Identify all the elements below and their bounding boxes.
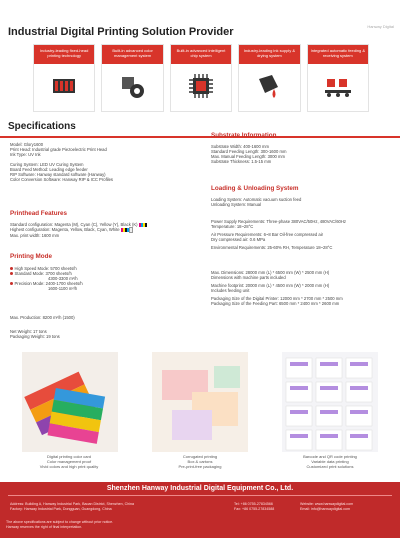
spec-line: Max. Dimensions: 28000 mm (L) * 6500 mm (W) * 2500 mm (H) — [211, 270, 330, 275]
barcode-labels-photo — [282, 352, 378, 452]
caption-line: Box & cartons — [187, 459, 213, 464]
extra-specs — [10, 315, 200, 339]
left-specs — [10, 142, 200, 182]
caption-line: Barcode and QR code printing — [303, 454, 357, 459]
caption-line: Customized print solutions — [306, 464, 354, 469]
printing-mode-line: 1600-1100 m²/h — [48, 286, 78, 291]
specifications-heading: Specifications — [8, 121, 76, 132]
printhead-line: Standard configuration: Magenta (M), Cyan (C), Yellow (Y), Black (K) — [10, 222, 138, 227]
feature-card-label: Integrated automatic feeding & receiving system — [308, 45, 368, 64]
spec-line: RIP Software: Hanway standard software (Hanway) — [10, 172, 106, 177]
photo-caption — [275, 454, 385, 469]
printhead-line: Highest configuration: Magenta, Yellow, Black, Cyan, White — [10, 227, 120, 233]
feature-card-label: Industry-leading ink supply & drying system — [239, 45, 299, 64]
spec-line: Curing System: LED UV Curing System — [10, 162, 84, 167]
gear-icon — [118, 71, 148, 101]
spec-line: Standard Feeding Length: 300-1600 mm — [211, 149, 287, 154]
address-line: Factory: Hanway Industrial Park, Dongguan, Guangdong, China — [10, 506, 112, 511]
email-link[interactable]: Email: info@hanwaydigital.com — [300, 506, 350, 511]
feature-cards — [33, 44, 369, 112]
footer-contact-web — [300, 502, 353, 511]
white-swatch — [129, 227, 133, 233]
spec-line: Substrate Thickness: 1.5-15 mm — [211, 159, 272, 164]
spec-line: Model: Glory1600 — [10, 142, 44, 147]
caption-line: Digital printing color card — [46, 454, 92, 459]
section-divider — [0, 136, 400, 138]
caption-line: Vivid colors and high print quality — [39, 464, 99, 469]
printer-head-icon — [49, 71, 79, 101]
feature-card-label: Built-in advanced color management system — [102, 45, 162, 64]
feature-card — [307, 44, 369, 112]
feature-card — [238, 44, 300, 112]
spec-line: Max. Production: 8200 m²/h (1500) — [10, 315, 75, 320]
spec-line: Dry compressed air: 0.6 MPa — [211, 237, 266, 242]
substrate-heading: Substrate Information — [211, 132, 277, 139]
spec-line: Machine footprint: 20000 mm (L) * 4500 mm (W) * 2000 mm (H) — [211, 283, 330, 288]
spec-line: Power Supply Requirements: Three-phase 380VAC/50Hz, 480VAC/60Hz — [211, 219, 347, 224]
loading-info — [211, 197, 396, 207]
bullet-icon — [10, 272, 13, 275]
spec-line: Packaging Size of the Feeding Part: 6500 mm * 2400 mm * 2600 mm — [211, 301, 340, 306]
caption-line: Corrugated printing — [182, 454, 218, 459]
phone-line: Tel: +86 0755-27834566 — [234, 502, 273, 506]
photo-caption — [14, 454, 124, 469]
feature-card-label: Industry-leading fixed-head printing technology — [34, 45, 94, 64]
conveyor-icon — [323, 71, 353, 101]
spec-line: Board Feed Method: Leading edge feeder — [10, 167, 88, 172]
bullet-icon — [10, 282, 13, 285]
address-line: Address: Building A, Hanway Industrial Park, Baoan District, Shenzhen, China — [10, 502, 135, 506]
bullet-icon — [10, 267, 13, 270]
ink-can-icon — [254, 71, 284, 101]
spec-line: Print Head: Industrial grade Piezoelectric Print Head — [10, 147, 107, 152]
printhead-heading: Printhead Features — [10, 210, 68, 217]
spec-line: Max. Manual Feeding Length: 3000 mm — [211, 154, 286, 159]
printing-modes — [10, 266, 200, 291]
loading-heading: Loading & Unloading System — [211, 185, 299, 192]
right-specs — [211, 219, 396, 306]
feature-card — [101, 44, 163, 112]
footer-address — [10, 502, 134, 511]
spec-line: Includes feeding unit — [211, 288, 250, 293]
spec-line: Unloading System: Manual — [211, 202, 262, 207]
feature-card — [33, 44, 95, 112]
printhead-line: Max. print width: 1600 mm — [10, 233, 60, 238]
feature-card — [170, 44, 232, 112]
footer-divider — [8, 495, 392, 496]
product-photos — [22, 352, 378, 452]
footer-notes — [6, 520, 113, 529]
chip-icon — [186, 71, 216, 101]
spec-line: Packaging Size of the Digital Printer: 12000 mm * 2700 mm * 2500 mm — [211, 296, 343, 301]
website-link[interactable]: Website: www.hanwaydigital.com — [300, 502, 354, 506]
spec-line: Ink Type: UV Ink — [10, 152, 41, 157]
company-name: Shenzhen Hanway Industrial Digital Equipment Co., Ltd. — [106, 485, 294, 492]
spec-line: Packaging Weight: 19 tons — [10, 334, 60, 339]
caption-line: Color management proof — [46, 459, 92, 464]
black-swatch — [145, 223, 147, 227]
substrate-info — [211, 144, 396, 164]
printing-mode-line: Precision Mode: 2400-1700 sheets/h — [14, 281, 83, 286]
printhead-features — [10, 222, 205, 238]
color-card-photo — [22, 352, 118, 452]
printing-mode-heading: Printing Mode — [10, 253, 52, 260]
printing-mode-line: 4300-3300 m²/h — [48, 276, 78, 281]
corrugated-box-photo — [152, 352, 248, 452]
note-line: Hanway reserves the right of final interpretation. — [6, 524, 83, 529]
spec-line: Loading System: Automatic vacuum suction feed — [211, 197, 302, 202]
spec-line: Net Weight: 17 tons — [10, 329, 47, 334]
page-title: Industrial Digital Printing Solution Provider — [8, 26, 234, 38]
spec-line: Dimensions with machine parts included — [211, 275, 286, 280]
photo-caption — [145, 454, 255, 469]
caption-line: Variable data printing — [311, 459, 349, 464]
feature-card-label: Built-in advanced intelligent chip system — [171, 45, 231, 64]
header-tagline: Hanway Digital — [367, 24, 394, 29]
note-line: The above specifications are subject to change without prior notice. — [6, 520, 114, 524]
printing-mode-line: Standard Mode: 3700 sheets/h — [14, 271, 72, 276]
fax-line: Fax: +86 0755-27834588 — [234, 506, 275, 511]
caption-line: Pre-print-free packaging — [178, 464, 222, 469]
spec-line: Air Pressure Requirements: 6~8 Bar Oil-free compressed air — [211, 232, 324, 237]
footer-contact-phone — [234, 502, 274, 511]
spec-line: Environmental Requirements: 25-60% RH, Temperature 18~28°C — [211, 245, 333, 250]
printing-mode-line: High Speed Mode: 5700 sheets/h — [14, 266, 77, 271]
spec-line: Temperature: 18~28°C — [211, 224, 254, 229]
spec-line: Color Conversion Software: Hanway RIP & ICC Profiles — [10, 177, 114, 182]
spec-line: Substrate Width: 400-1600 mm — [211, 144, 269, 149]
